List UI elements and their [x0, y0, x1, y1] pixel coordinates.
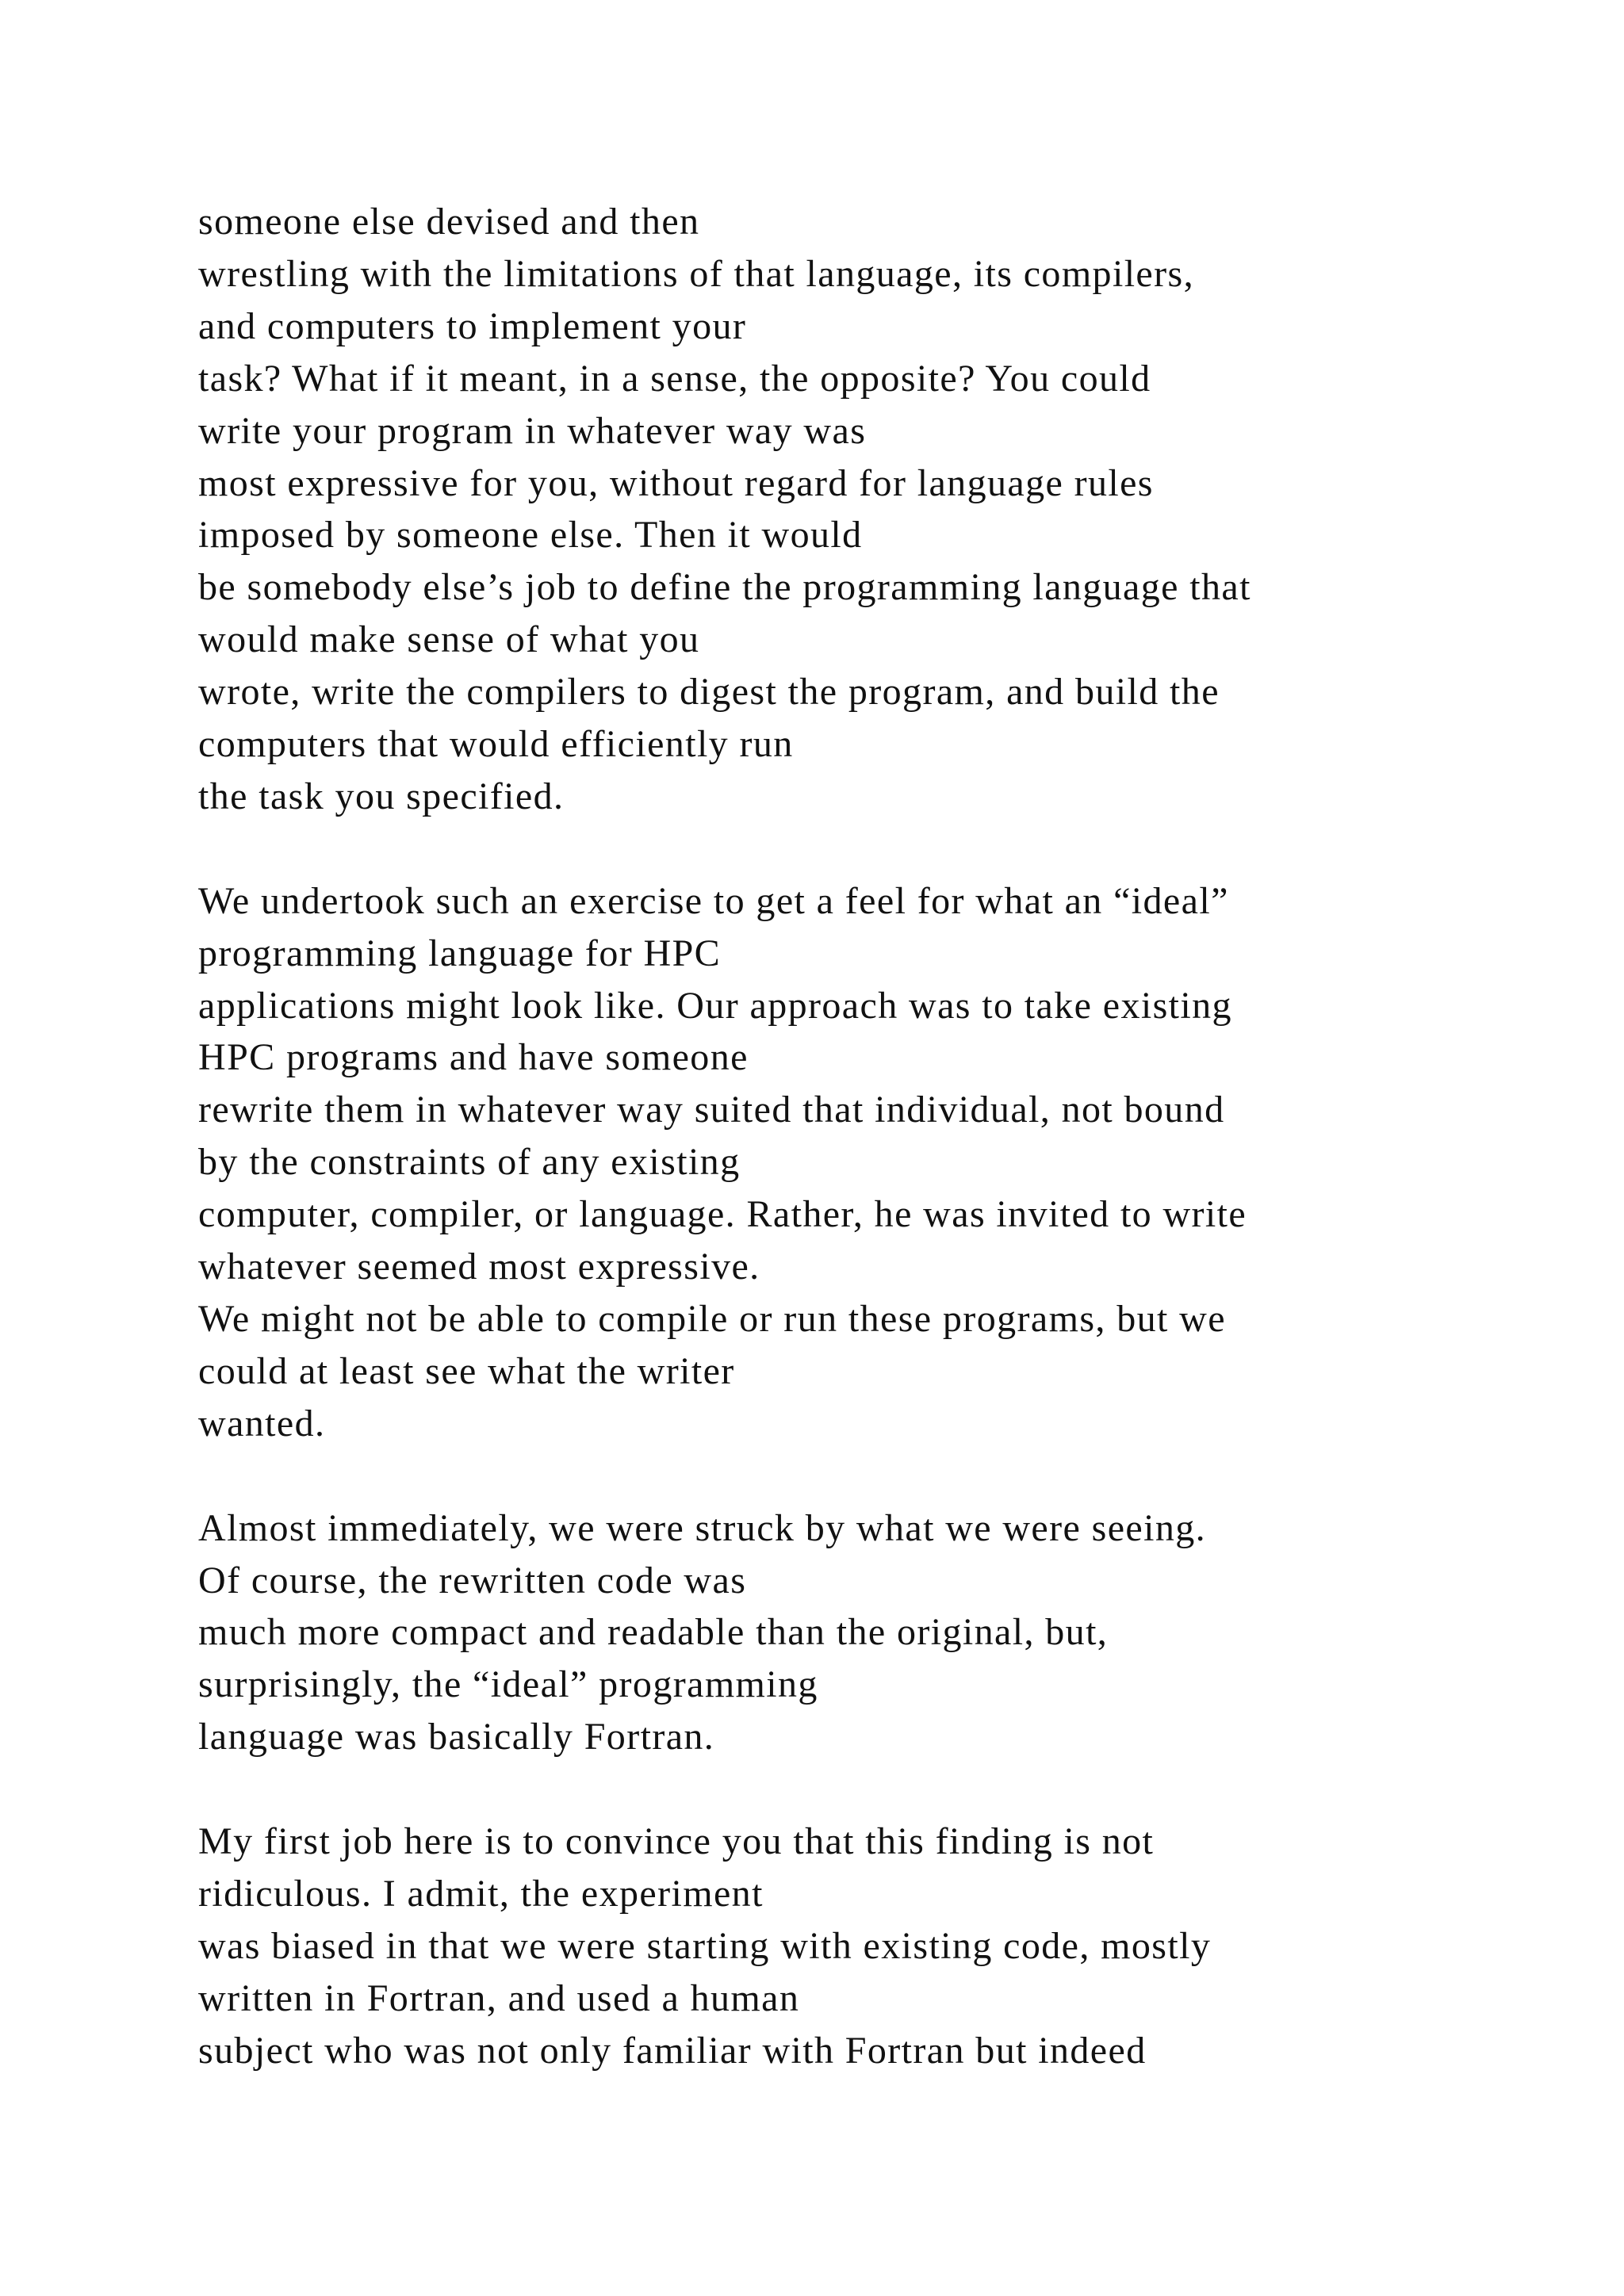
text-line: someone else devised and then — [198, 201, 700, 243]
text-line: whatever seemed most expressive. — [198, 1246, 760, 1288]
document-body — [198, 196, 1546, 2129]
text-line: most expressive for you, without regard for language rules — [198, 461, 1154, 504]
text-line: programming language for HPC — [198, 932, 722, 974]
text-line: written in Fortran, and used a human — [198, 1976, 800, 2019]
text-line: rewrite them in whatever way suited that individual, not bound — [198, 1089, 1225, 1131]
text-line: could at least see what the writer — [198, 1349, 735, 1392]
text-line: Of course, the rewritten code was — [198, 1559, 747, 1601]
text-line: We undertook such an exercise to get a feel for what an “ideal” — [198, 879, 1229, 922]
text-line: write your program in whatever way was — [198, 409, 867, 452]
text-line: would make sense of what you — [198, 618, 700, 661]
text-line: wanted. — [198, 1402, 326, 1445]
text-line: ridiculous. I admit, the experiment — [198, 1872, 764, 1915]
text-line: was biased in that we were starting with existing code, mostly — [198, 1924, 1212, 1967]
paragraph-3 — [198, 1502, 1546, 1764]
text-line: task? What if it meant, in a sense, the opposite? You could — [198, 357, 1151, 400]
text-line: We might not be able to compile or run these programs, but we — [198, 1298, 1226, 1341]
text-line: computers that would efficiently run — [198, 723, 794, 766]
text-line: HPC programs and have someone — [198, 1036, 749, 1079]
text-line: subject who was not only familiar with Fortran but indeed — [198, 2029, 1147, 2072]
text-line: wrestling with the limitations of that language, its compilers, — [198, 252, 1194, 295]
text-line: by the constraints of any existing — [198, 1141, 741, 1184]
text-line: wrote, write the compilers to digest the program, and build the — [198, 671, 1220, 714]
text-line: Almost immediately, we were struck by what we were seeing. — [198, 1506, 1207, 1549]
text-line: imposed by someone else. Then it would — [198, 514, 863, 557]
text-line: computer, compiler, or language. Rather, he was invited to write — [198, 1193, 1247, 1236]
text-line: applications might look like. Our approach was to take existing — [198, 984, 1232, 1027]
text-line: much more compact and readable than the original, but, — [198, 1611, 1109, 1654]
text-line: My first job here is to convince you that this finding is not — [198, 1820, 1155, 1863]
text-line: be somebody else’s job to define the programming language that — [198, 566, 1251, 609]
text-line: the task you specified. — [198, 775, 565, 817]
text-line: surprisingly, the “ideal” programming — [198, 1663, 818, 1706]
text-line: and computers to implement your — [198, 304, 747, 347]
paragraph-2 — [198, 875, 1546, 1450]
paragraph-4 — [198, 1816, 1546, 2077]
paragraph-1 — [198, 196, 1546, 823]
text-line: language was basically Fortran. — [198, 1716, 715, 1758]
